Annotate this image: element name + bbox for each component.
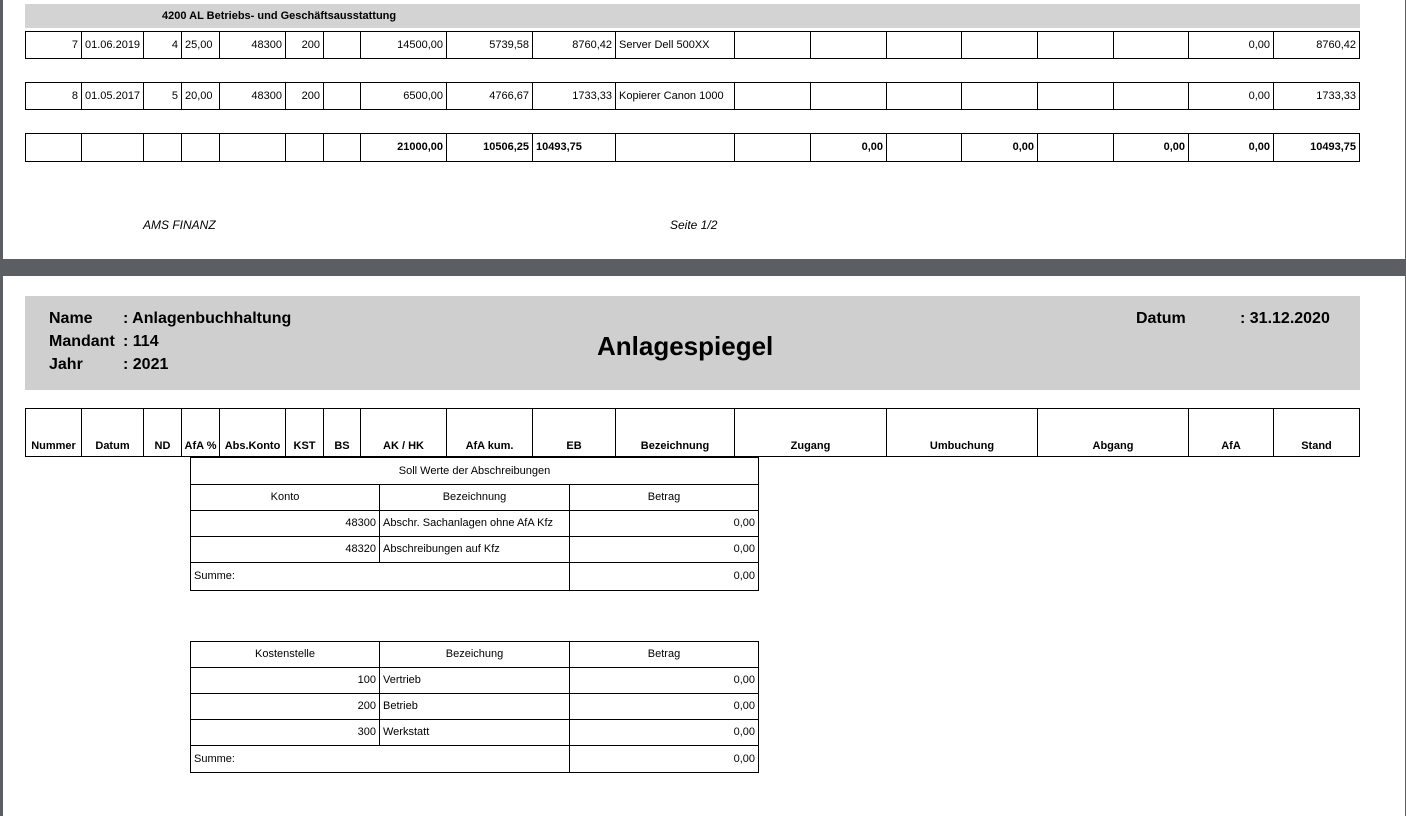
cell-afa-kum: 4766,67 bbox=[446, 82, 533, 110]
col-abgang: Abgang bbox=[1037, 408, 1189, 457]
total-afa-kum: 10506,25 bbox=[446, 133, 533, 162]
total-umbuchung: 0,00 bbox=[961, 133, 1038, 162]
cell-umbuchung bbox=[886, 82, 962, 110]
cell-bezeichnung: Kopierer Canon 1000 bbox=[615, 82, 735, 110]
cell-empty bbox=[734, 133, 811, 162]
cell-empty bbox=[1037, 133, 1114, 162]
cell-umbuchung-2 bbox=[961, 31, 1038, 59]
soll-header-bezeichnung: Bezeichnung bbox=[379, 484, 570, 511]
page-title: Anlagespiegel bbox=[597, 331, 774, 361]
col-bs: BS bbox=[323, 408, 361, 457]
kst-sum-value: 0,00 bbox=[569, 745, 759, 773]
report-page-1 bbox=[3, 0, 1405, 259]
name-value: : Anlagenbuchhaltung bbox=[123, 310, 292, 327]
col-datum: Datum bbox=[81, 408, 144, 457]
col-afa: AfA bbox=[1188, 408, 1274, 457]
cell-nd: 5 bbox=[143, 82, 182, 110]
mandant-value: : 114 bbox=[123, 333, 159, 350]
cell-empty bbox=[886, 133, 962, 162]
report-page-2 bbox=[3, 276, 1405, 816]
cell-kst: 200 bbox=[285, 82, 324, 110]
kst-row-bezeichnung: Werkstatt bbox=[379, 719, 570, 746]
cell-kst: 200 bbox=[285, 31, 324, 59]
soll-row-betrag: 0,00 bbox=[569, 510, 759, 537]
cell-empty bbox=[219, 133, 286, 162]
col-zugang: Zugang bbox=[734, 408, 887, 457]
soll-sum-value: 0,00 bbox=[569, 562, 759, 591]
kst-row-kostenstelle: 100 bbox=[190, 667, 380, 694]
col-abs-konto: Abs.Konto bbox=[219, 408, 286, 457]
kst-row-betrag: 0,00 bbox=[569, 693, 759, 720]
cell-bezeichnung: Server Dell 500XX bbox=[615, 31, 735, 59]
cell-datum: 01.05.2017 bbox=[81, 82, 144, 110]
kst-row-kostenstelle: 200 bbox=[190, 693, 380, 720]
cell-nummer: 7 bbox=[25, 31, 82, 59]
cell-stand: 1733,33 bbox=[1273, 82, 1360, 110]
cell-afa: 0,00 bbox=[1188, 31, 1274, 59]
kst-row-kostenstelle: 300 bbox=[190, 719, 380, 746]
cell-eb: 8760,42 bbox=[532, 31, 616, 59]
total-stand: 10493,75 bbox=[1273, 133, 1360, 162]
total-zugang: 0,00 bbox=[810, 133, 887, 162]
total-ak-hk: 21000,00 bbox=[360, 133, 447, 162]
cell-abs-konto: 48300 bbox=[219, 82, 286, 110]
cell-zugang bbox=[734, 82, 811, 110]
cell-abgang bbox=[1037, 31, 1114, 59]
cell-abgang-2 bbox=[1113, 31, 1189, 59]
cell-empty bbox=[615, 133, 735, 162]
col-stand: Stand bbox=[1273, 408, 1360, 457]
soll-row-konto: 48300 bbox=[190, 510, 380, 537]
name-label: Name bbox=[49, 310, 93, 327]
soll-table-title: Soll Werte der Abschreibungen bbox=[190, 457, 759, 485]
cell-empty bbox=[181, 133, 220, 162]
col-kst: KST bbox=[285, 408, 324, 457]
cell-afa-pct: 25,00 bbox=[181, 31, 220, 59]
kst-row-bezeichnung: Betrieb bbox=[379, 693, 570, 720]
cell-zugang-2 bbox=[810, 31, 887, 59]
col-ak-hk: AK / HK bbox=[360, 408, 447, 457]
col-afa-pct: AfA % bbox=[181, 408, 220, 457]
datum-value: : 31.12.2020 bbox=[1240, 310, 1330, 327]
cell-afa: 0,00 bbox=[1188, 82, 1274, 110]
kst-row-betrag: 0,00 bbox=[569, 667, 759, 694]
cell-zugang bbox=[734, 31, 811, 59]
footer-company: AMS FINANZ bbox=[143, 218, 216, 232]
soll-row-bezeichnung: Abschr. Sachanlagen ohne AfA Kfz bbox=[379, 510, 570, 537]
col-umbuchung: Umbuchung bbox=[886, 408, 1038, 457]
cell-afa-kum: 5739,58 bbox=[446, 31, 533, 59]
cell-empty bbox=[323, 133, 361, 162]
col-afa-kum: AfA kum. bbox=[446, 408, 533, 457]
kst-header-bezeichung: Bezeichung bbox=[379, 641, 570, 668]
soll-header-betrag: Betrag bbox=[569, 484, 759, 511]
total-abgang: 0,00 bbox=[1113, 133, 1189, 162]
cell-ak-hk: 6500,00 bbox=[360, 82, 447, 110]
jahr-value: : 2021 bbox=[123, 356, 169, 373]
cell-empty bbox=[285, 133, 324, 162]
cell-zugang-2 bbox=[810, 82, 887, 110]
soll-row-konto: 48320 bbox=[190, 536, 380, 563]
kst-header-kostenstelle: Kostenstelle bbox=[190, 641, 380, 668]
cell-datum: 01.06.2019 bbox=[81, 31, 144, 59]
cell-abs-konto: 48300 bbox=[219, 31, 286, 59]
cell-stand: 8760,42 bbox=[1273, 31, 1360, 59]
kst-header-betrag: Betrag bbox=[569, 641, 759, 668]
datum-label: Datum bbox=[1136, 310, 1186, 327]
page-separator bbox=[0, 259, 1406, 276]
cell-ak-hk: 14500,00 bbox=[360, 31, 447, 59]
cell-nd: 4 bbox=[143, 31, 182, 59]
soll-sum-label: Summe: bbox=[190, 562, 570, 591]
total-eb: 10493,75 bbox=[532, 133, 616, 162]
cell-empty bbox=[143, 133, 182, 162]
cell-bs bbox=[323, 31, 361, 59]
cell-umbuchung-2 bbox=[961, 82, 1038, 110]
mandant-label: Mandant bbox=[49, 333, 115, 350]
col-nummer: Nummer bbox=[25, 408, 82, 457]
soll-header-konto: Konto bbox=[190, 484, 380, 511]
col-bezeichnung: Bezeichnung bbox=[615, 408, 735, 457]
cell-abgang-2 bbox=[1113, 82, 1189, 110]
jahr-label: Jahr bbox=[49, 356, 83, 373]
cell-afa-pct: 20,00 bbox=[181, 82, 220, 110]
cell-bs bbox=[323, 82, 361, 110]
cell-umbuchung bbox=[886, 31, 962, 59]
cell-nummer: 8 bbox=[25, 82, 82, 110]
group-label: 4200 AL Betriebs- und Geschäftsausstattung bbox=[162, 10, 397, 22]
cell-eb: 1733,33 bbox=[532, 82, 616, 110]
kst-sum-label: Summe: bbox=[190, 745, 570, 773]
cell-empty bbox=[81, 133, 144, 162]
soll-row-bezeichnung: Abschreibungen auf Kfz bbox=[379, 536, 570, 563]
soll-row-betrag: 0,00 bbox=[569, 536, 759, 563]
col-nd: ND bbox=[143, 408, 182, 457]
kst-row-bezeichnung: Vertrieb bbox=[379, 667, 570, 694]
footer-page-number: Seite 1/2 bbox=[670, 218, 718, 232]
cell-abgang bbox=[1037, 82, 1114, 110]
kst-row-betrag: 0,00 bbox=[569, 719, 759, 746]
cell-empty bbox=[25, 133, 82, 162]
col-eb: EB bbox=[532, 408, 616, 457]
total-afa: 0,00 bbox=[1188, 133, 1274, 162]
